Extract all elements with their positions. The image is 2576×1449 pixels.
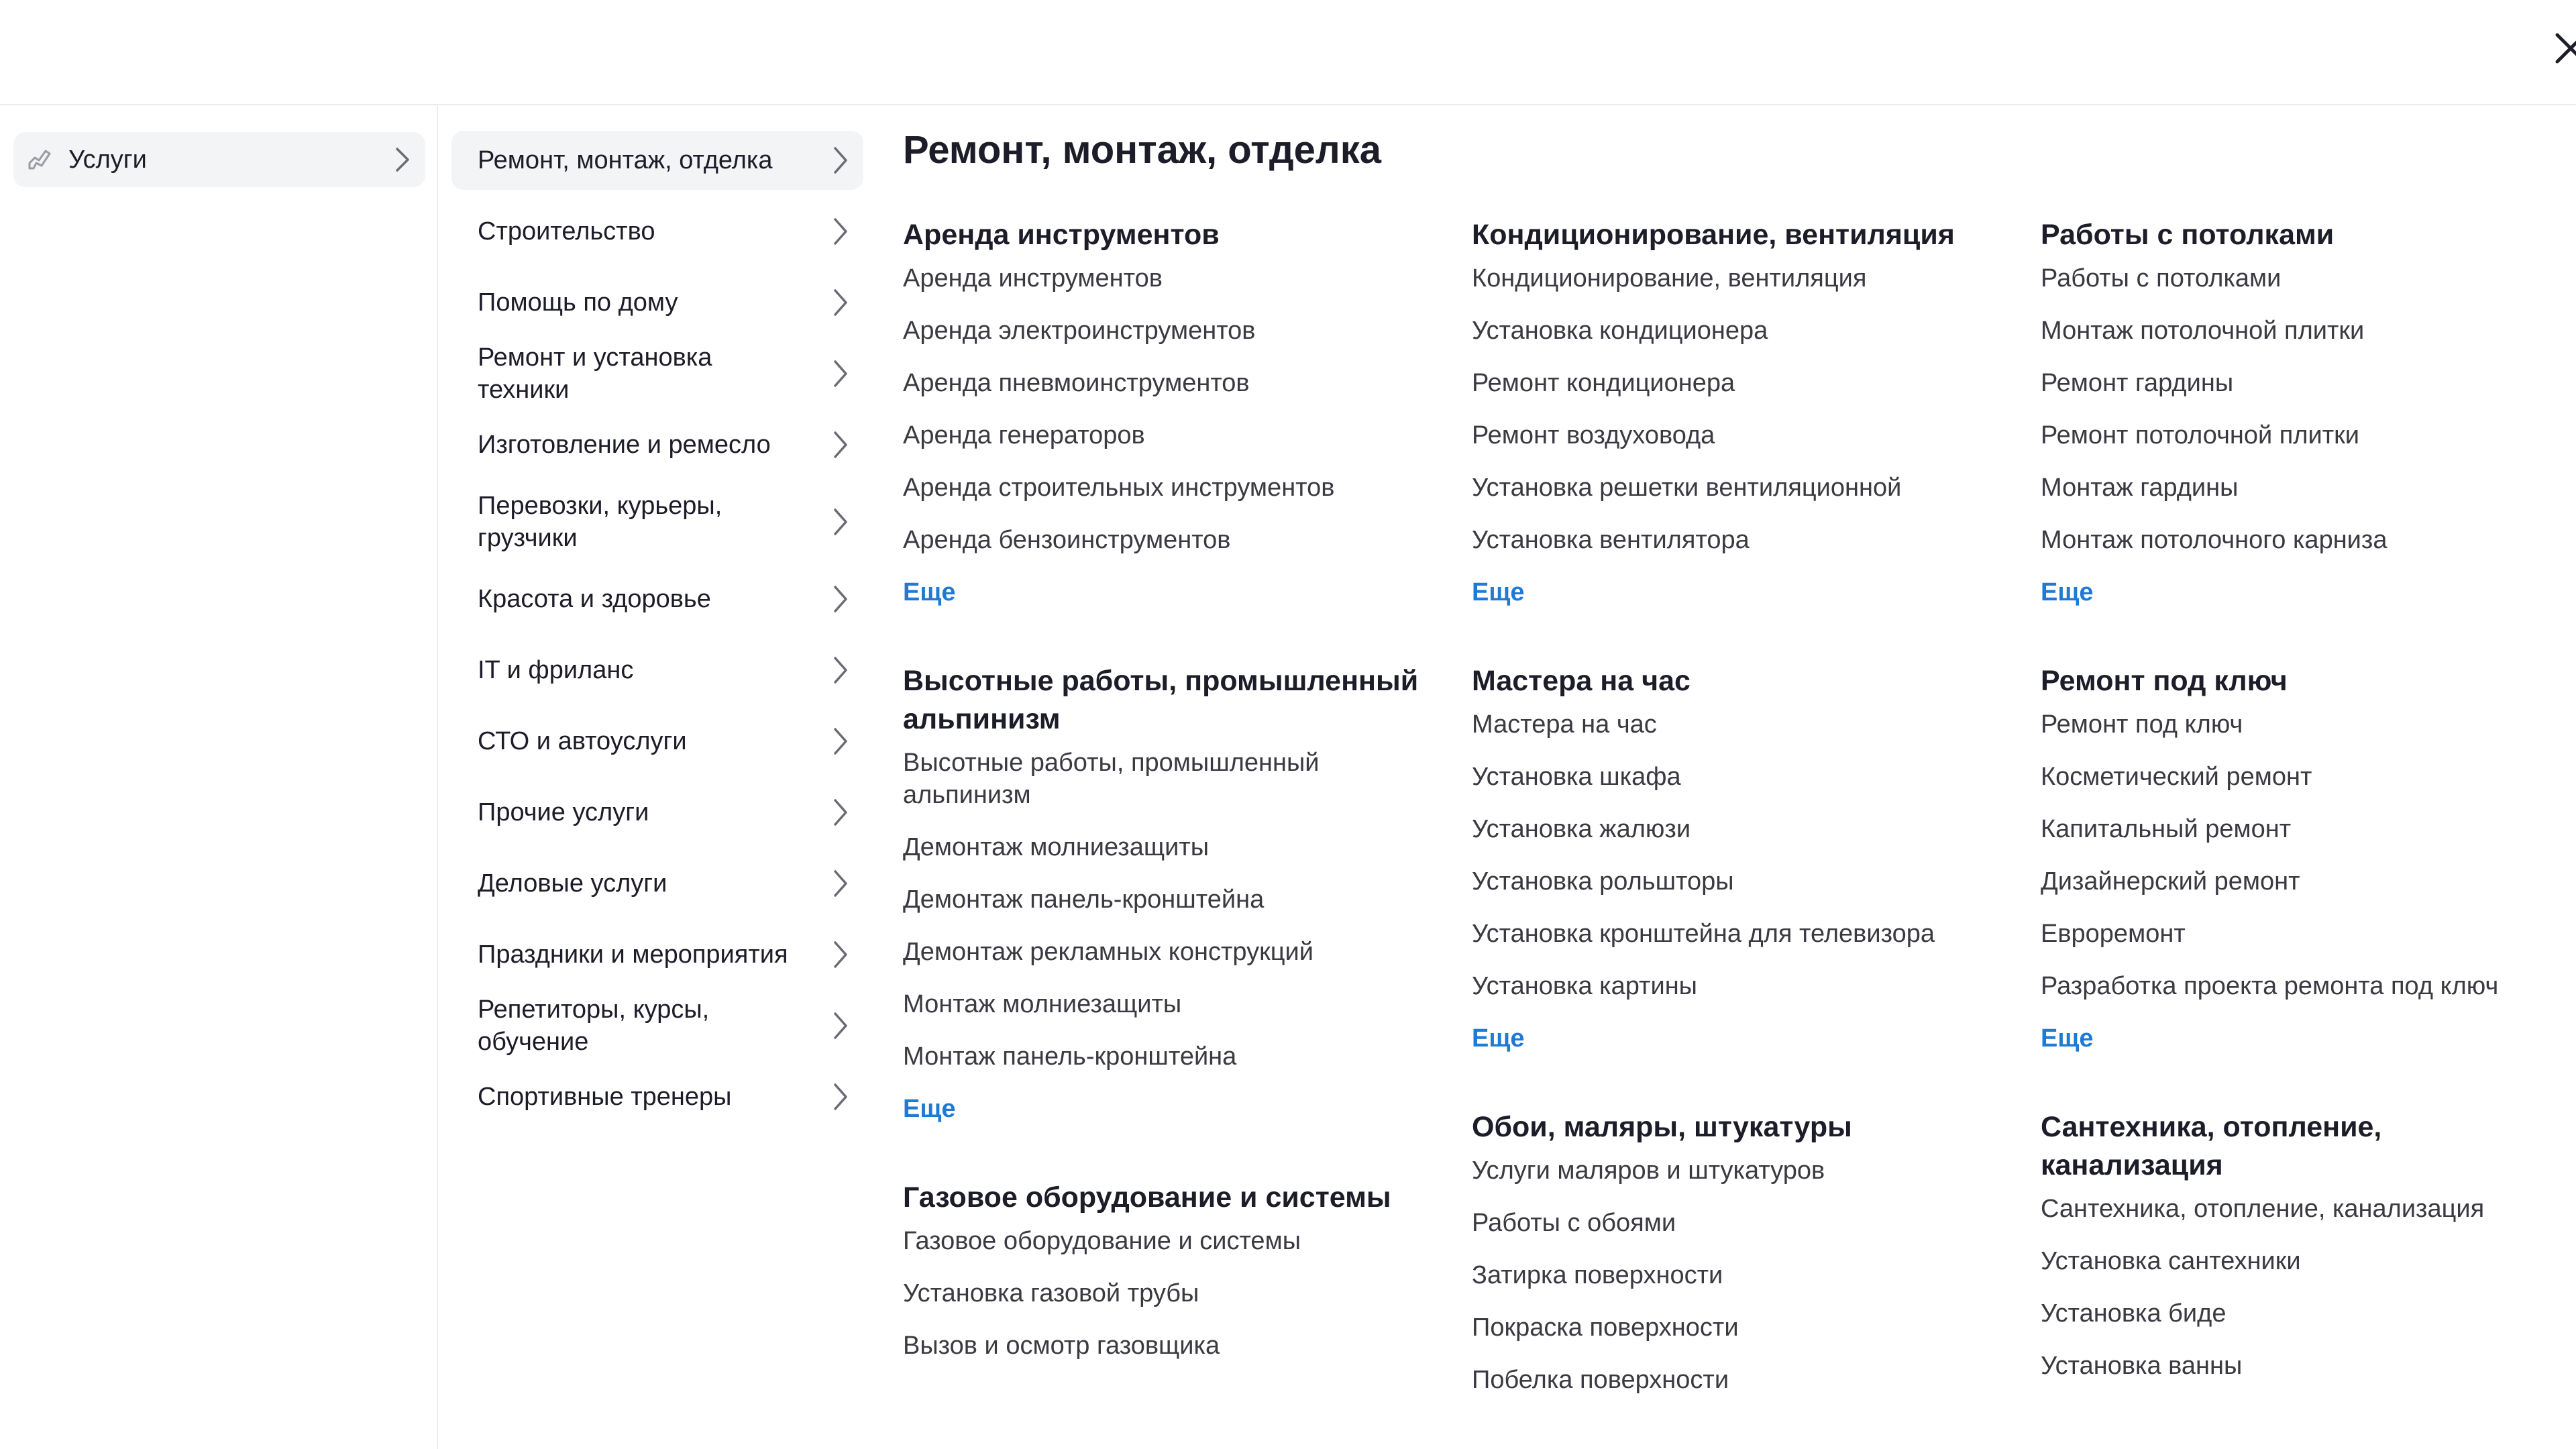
subcategory-link[interactable]: Установка жалюзи xyxy=(1472,815,1691,843)
category-label: Деловые услуги xyxy=(478,869,667,898)
subcategory-link[interactable]: Сантехника, отопление, канализация xyxy=(2041,1195,2485,1223)
close-icon xyxy=(2549,25,2576,70)
group-title[interactable]: Кондиционирование, вентиляция xyxy=(1472,219,1955,251)
category-label: Строительство xyxy=(478,217,655,246)
subcategory-link[interactable]: Монтаж гардины xyxy=(2041,474,2239,502)
subcategory-link[interactable]: Установка биде xyxy=(2041,1299,2226,1328)
chevron-right-icon xyxy=(833,655,849,688)
category-menu xyxy=(438,105,881,1449)
subcategory-link[interactable]: Монтаж потолочной плитки xyxy=(2041,317,2365,345)
subcategory-link[interactable]: Демонтаж рекламных конструкций xyxy=(903,938,1313,966)
subcategory-panel xyxy=(903,105,2576,1449)
category-item[interactable] xyxy=(451,783,863,842)
group-title[interactable]: Обои, маляры, штукатуры xyxy=(1472,1111,1852,1143)
chevron-right-icon xyxy=(833,217,849,250)
subcategory-group xyxy=(1472,216,2002,608)
subcategory-link[interactable]: Евроремонт xyxy=(2041,920,2186,948)
subcategory-column xyxy=(1472,216,2002,1449)
category-item[interactable] xyxy=(451,344,863,403)
subcategory-group xyxy=(2041,1108,2571,1382)
category-item[interactable] xyxy=(451,570,863,629)
subcategory-link[interactable]: Установка решетки вентиляционной xyxy=(1472,474,1902,502)
subcategory-link[interactable]: Установка кондиционера xyxy=(1472,317,1768,345)
subcategory-group xyxy=(1472,1108,2002,1396)
subcategory-link[interactable]: Ремонт под ключ xyxy=(2041,710,2243,739)
category-item[interactable] xyxy=(451,202,863,261)
subcategory-group xyxy=(1472,662,2002,1055)
category-item[interactable] xyxy=(451,854,863,913)
page-title: Ремонт, монтаж, отделка xyxy=(903,128,1382,172)
root-item-services[interactable] xyxy=(13,132,425,187)
chevron-right-icon xyxy=(833,869,849,902)
subcategory-link[interactable]: Монтаж потолочного карниза xyxy=(2041,526,2387,554)
group-title[interactable]: Сантехника, отопление, канализация xyxy=(2041,1111,2382,1181)
subcategory-link[interactable]: Мастера на час xyxy=(1472,710,1657,739)
root-menu xyxy=(0,105,438,1449)
subcategory-link[interactable]: Высотные работы, промышленный альпинизм xyxy=(903,749,1320,809)
subcategory-link[interactable]: Установка шкафа xyxy=(1472,763,1681,791)
category-label: Прочие услуги xyxy=(478,798,649,826)
chevron-right-icon xyxy=(833,359,849,392)
group-title[interactable]: Аренда инструментов xyxy=(903,219,1220,251)
more-link[interactable]: Еще xyxy=(903,578,956,606)
group-title[interactable]: Высотные работы, промышленный альпинизм xyxy=(903,665,1419,735)
subcategory-link[interactable]: Установка газовой трубы xyxy=(903,1279,1199,1307)
category-item[interactable] xyxy=(451,131,863,190)
top-bar xyxy=(0,0,2576,105)
chevron-right-icon xyxy=(833,1011,849,1044)
subcategory-link[interactable]: Аренда электроинструментов xyxy=(903,317,1256,345)
close-button[interactable] xyxy=(2549,25,2576,70)
chevron-right-icon xyxy=(833,146,849,178)
subcategory-link[interactable]: Ремонт кондиционера xyxy=(1472,369,1735,397)
more-link[interactable]: Еще xyxy=(2041,578,2094,606)
subcategory-link[interactable]: Аренда бензоинструментов xyxy=(903,526,1231,554)
subcategory-link[interactable]: Разработка проекта ремонта под ключ xyxy=(2041,972,2499,1000)
category-label: Праздники и мероприятия xyxy=(478,941,788,969)
group-title[interactable]: Газовое оборудование и системы xyxy=(903,1181,1391,1214)
subcategory-link[interactable]: Кондиционирование, вентиляция xyxy=(1472,264,1867,292)
subcategory-group xyxy=(903,216,1433,608)
subcategory-column xyxy=(2041,216,2571,1436)
subcategory-link[interactable]: Монтаж молниезащиты xyxy=(903,990,1182,1018)
chevron-right-icon xyxy=(394,147,411,176)
subcategory-link[interactable]: Услуги маляров и штукатуров xyxy=(1472,1157,1825,1185)
subcategory-link[interactable]: Установка кронштейна для телевизора xyxy=(1472,920,1935,948)
subcategory-link[interactable]: Установка картины xyxy=(1472,972,1697,1000)
category-label: Перевозки, курьеры, грузчики xyxy=(478,492,722,552)
category-label: Спортивные тренеры xyxy=(478,1083,732,1111)
category-item[interactable] xyxy=(451,486,863,557)
chevron-right-icon xyxy=(833,1082,849,1115)
chevron-right-icon xyxy=(833,430,849,463)
subcategory-group xyxy=(903,662,1433,1125)
services-icon xyxy=(25,146,54,177)
more-link[interactable]: Еще xyxy=(1472,1024,1525,1053)
category-item[interactable] xyxy=(451,996,863,1055)
subcategory-group xyxy=(903,1179,1433,1362)
category-item[interactable] xyxy=(451,712,863,771)
chevron-right-icon xyxy=(833,288,849,321)
category-label: Изготовление и ремесло xyxy=(478,431,771,459)
more-link[interactable]: Еще xyxy=(903,1095,956,1123)
root-item-label: Услуги xyxy=(68,146,147,174)
chevron-right-icon xyxy=(833,584,849,617)
subcategory-link[interactable]: Газовое оборудование и системы xyxy=(903,1227,1301,1255)
chevron-right-icon xyxy=(833,507,849,540)
category-item[interactable] xyxy=(451,1067,863,1126)
subcategory-link[interactable]: Капитальный ремонт xyxy=(2041,815,2292,843)
subcategory-link[interactable]: Косметический ремонт xyxy=(2041,763,2312,791)
chevron-right-icon xyxy=(833,727,849,759)
category-item[interactable] xyxy=(451,415,863,474)
subcategory-group xyxy=(2041,662,2571,1055)
subcategory-link[interactable]: Ремонт гардины xyxy=(2041,369,2234,397)
subcategory-link[interactable]: Установка сантехники xyxy=(2041,1247,2301,1275)
category-label: Репетиторы, курсы, обучение xyxy=(478,996,710,1056)
category-label: Ремонт и установка техники xyxy=(478,343,712,404)
subcategory-link[interactable]: Ремонт потолочной плитки xyxy=(2041,421,2359,449)
subcategory-link[interactable]: Ремонт воздуховода xyxy=(1472,421,1715,449)
subcategory-link[interactable]: Аренда генераторов xyxy=(903,421,1145,449)
category-item[interactable] xyxy=(451,273,863,332)
subcategory-link[interactable]: Вызов и осмотр газовщика xyxy=(903,1332,1220,1360)
category-item[interactable] xyxy=(451,925,863,984)
subcategory-link[interactable]: Установка вентилятора xyxy=(1472,526,1750,554)
more-link[interactable]: Еще xyxy=(2041,1024,2094,1053)
subcategory-link[interactable]: Установка ванны xyxy=(2041,1352,2243,1380)
subcategory-link[interactable]: Монтаж панель-кронштейна xyxy=(903,1042,1237,1071)
category-label: СТО и автоуслуги xyxy=(478,727,687,755)
subcategory-link[interactable]: Дизайнерский ремонт xyxy=(2041,867,2300,896)
group-title[interactable]: Мастера на час xyxy=(1472,665,1690,697)
subcategory-link[interactable]: Установка рольшторы xyxy=(1472,867,1734,896)
subcategory-link[interactable]: Затирка поверхности xyxy=(1472,1261,1723,1289)
chevron-right-icon xyxy=(833,798,849,830)
subcategory-group xyxy=(2041,216,2571,608)
group-title[interactable]: Работы с потолками xyxy=(2041,219,2334,251)
category-item[interactable] xyxy=(451,641,863,700)
subcategory-link[interactable]: Аренда инструментов xyxy=(903,264,1163,292)
subcategory-column xyxy=(903,216,1433,1415)
category-label: Ремонт, монтаж, отделка xyxy=(478,146,773,174)
subcategory-link[interactable]: Аренда пневмоинструментов xyxy=(903,369,1250,397)
chevron-right-icon xyxy=(833,940,849,973)
subcategory-link[interactable]: Побелка поверхности xyxy=(1472,1366,1729,1394)
subcategory-link[interactable]: Работы с потолками xyxy=(2041,264,2282,292)
subcategory-link[interactable]: Демонтаж молниезащиты xyxy=(903,833,1210,861)
group-title[interactable]: Ремонт под ключ xyxy=(2041,665,2288,697)
subcategory-link[interactable]: Работы с обоями xyxy=(1472,1209,1676,1237)
subcategory-link[interactable]: Аренда строительных инструментов xyxy=(903,474,1335,502)
category-label: Помощь по дому xyxy=(478,288,678,317)
category-label: Красота и здоровье xyxy=(478,585,711,613)
subcategory-link[interactable]: Демонтаж панель-кронштейна xyxy=(903,885,1265,914)
category-label: IT и фриланс xyxy=(478,656,634,684)
more-link[interactable]: Еще xyxy=(1472,578,1525,606)
subcategory-link[interactable]: Покраска поверхности xyxy=(1472,1313,1739,1342)
